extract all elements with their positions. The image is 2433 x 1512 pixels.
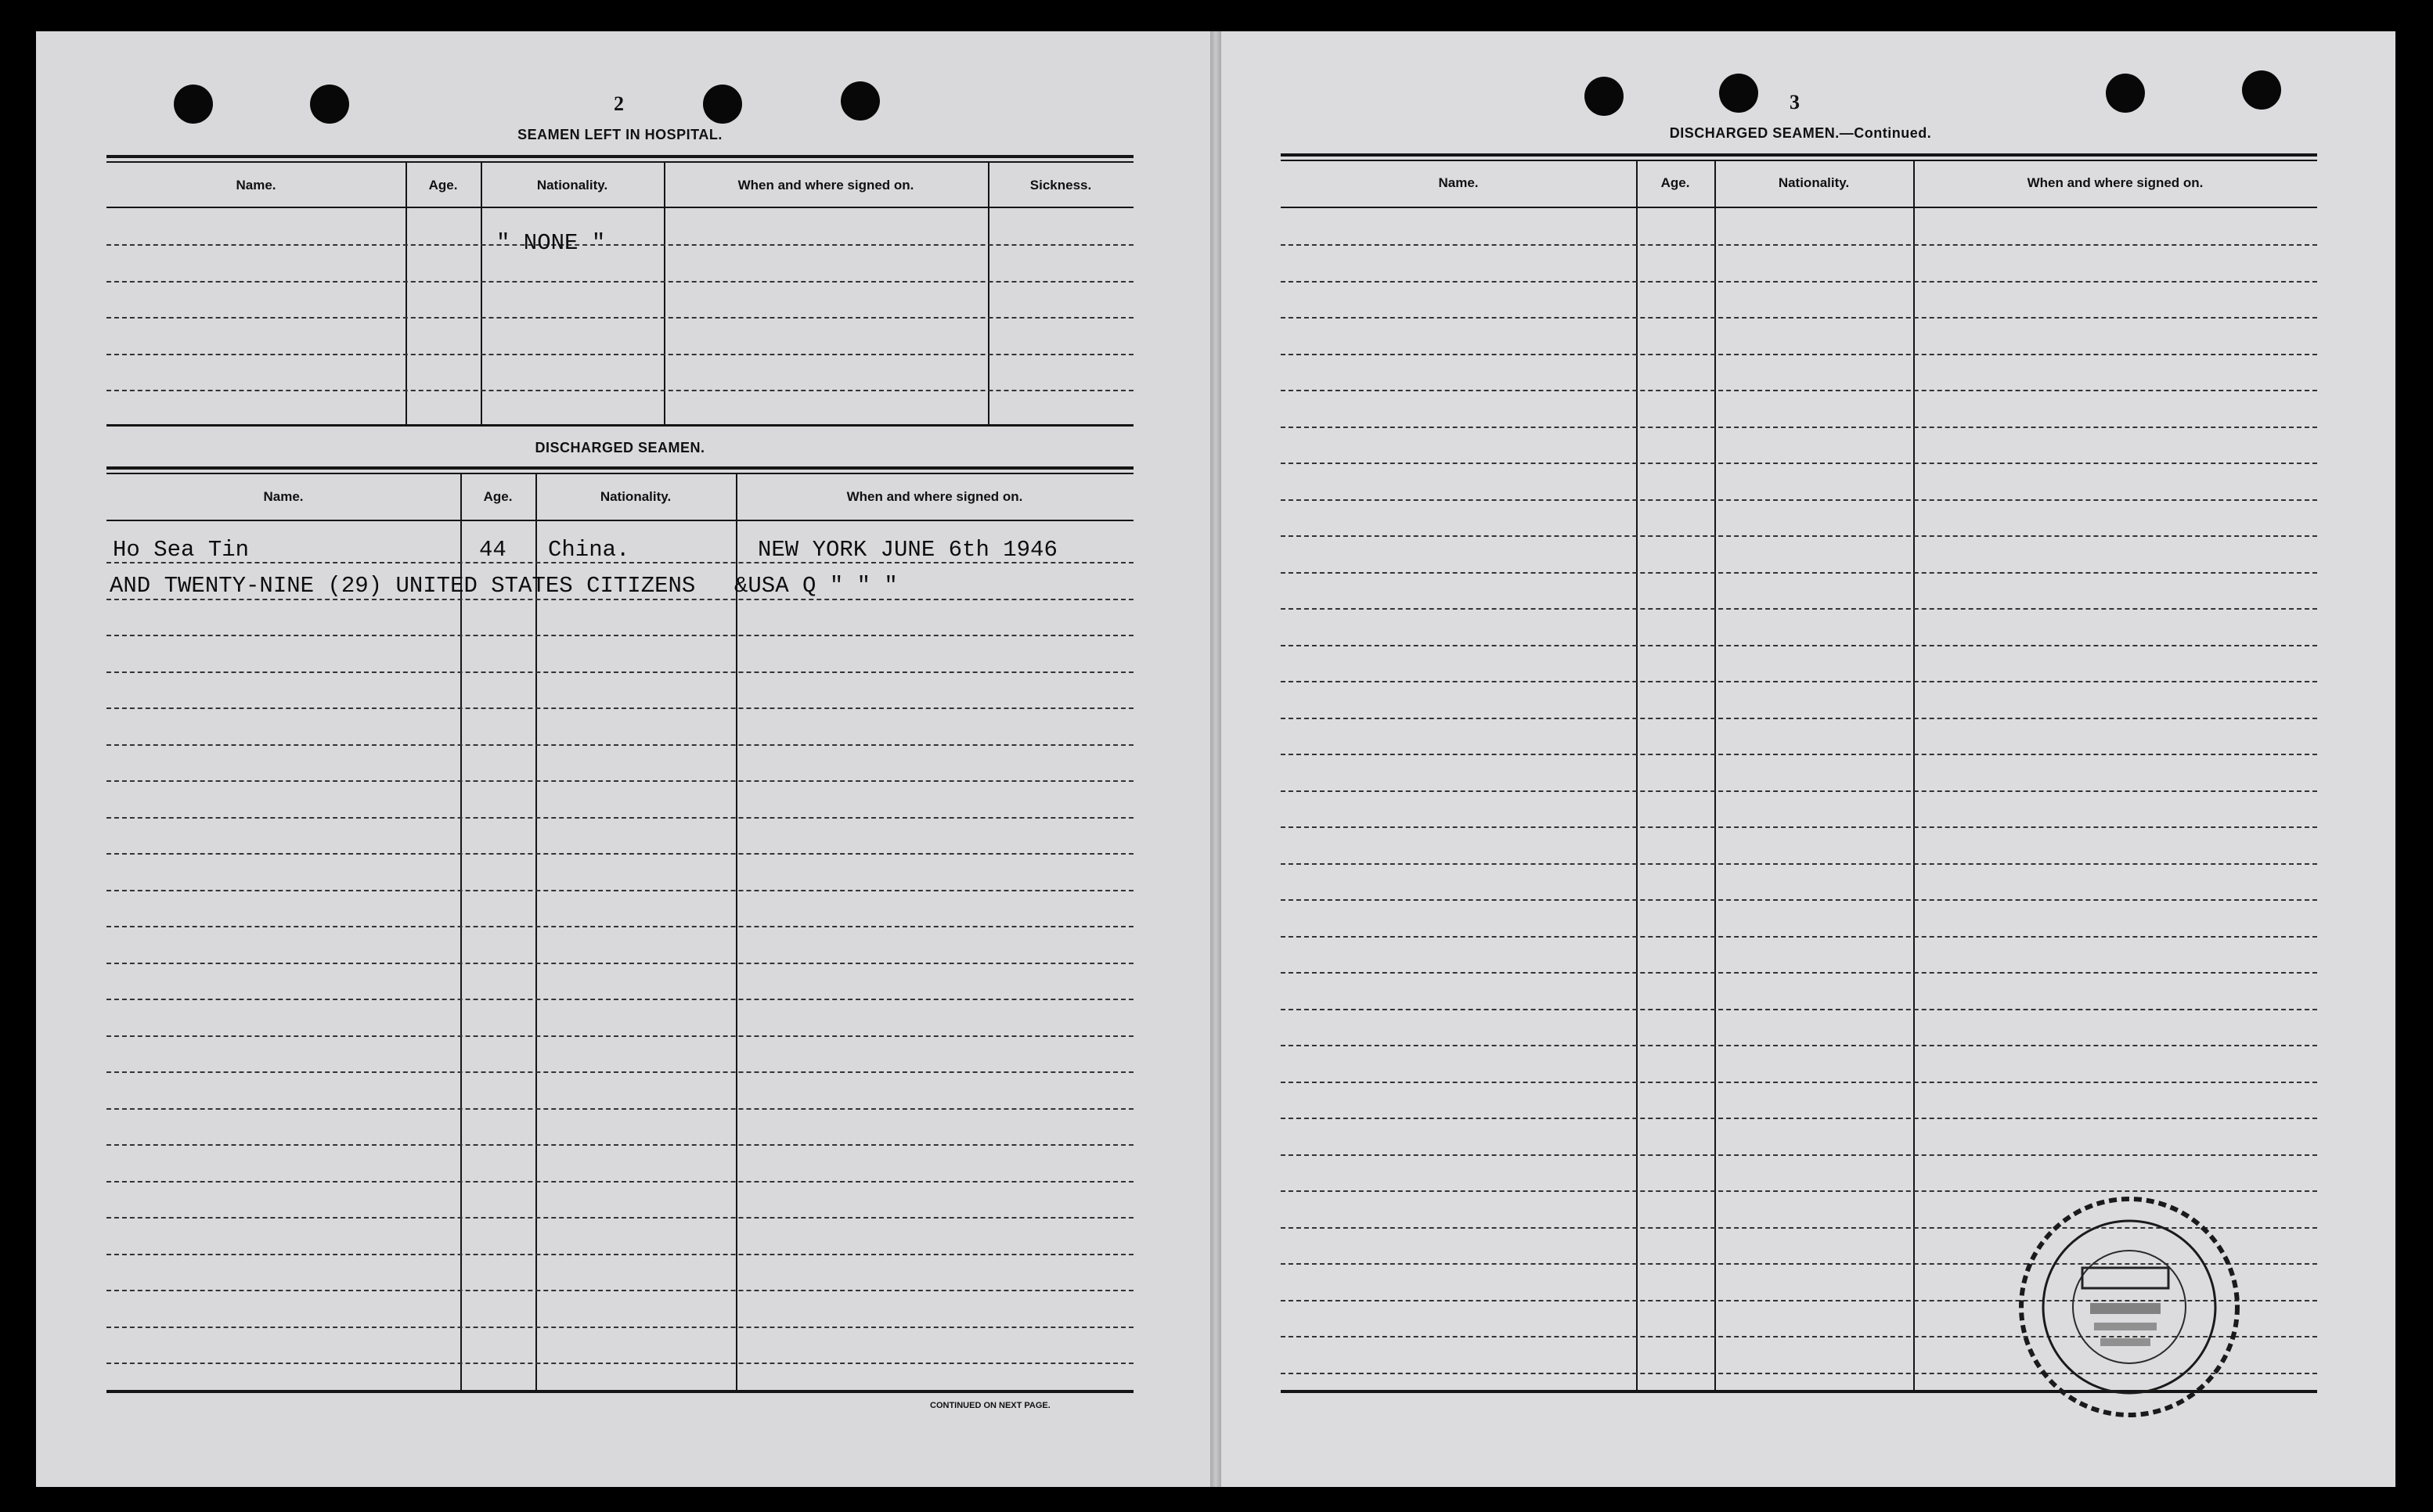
seaman-nationality: China. (548, 537, 630, 563)
table-rule (106, 207, 1134, 208)
column-divider (1636, 160, 1638, 1391)
column-header-sickness: Sickness. (1029, 178, 1092, 193)
column-divider (1913, 160, 1915, 1391)
ruled-line (106, 1108, 1134, 1110)
column-header-name: Name. (236, 178, 276, 193)
page-number-left: 2 (614, 92, 624, 115)
hospital-nationality-entry: " NONE " (496, 230, 606, 256)
ruled-line (106, 390, 1134, 391)
ruled-line (1281, 972, 2317, 974)
column-header-age: Age. (428, 178, 458, 193)
ruled-line (1281, 1118, 2317, 1119)
punch-hole (1719, 74, 1758, 113)
ruled-line (1281, 936, 2317, 938)
ruled-line (1281, 645, 2317, 646)
column-header-name: Name. (1438, 175, 1479, 190)
ruled-line (106, 671, 1134, 673)
seaman-signed-on: NEW YORK JUNE 6th 1946 (758, 537, 1058, 563)
ruled-line (1281, 281, 2317, 283)
ruled-line (106, 963, 1134, 964)
table-rule (106, 1390, 1134, 1393)
page-number-right: 3 (1790, 91, 1800, 113)
ruled-line (1281, 390, 2317, 391)
ruled-line (106, 1254, 1134, 1255)
column-divider (406, 161, 407, 426)
ruled-line (1281, 354, 2317, 355)
continued-note: CONTINUED ON NEXT PAGE. (930, 1401, 1051, 1410)
punch-hole (174, 85, 213, 124)
ruled-line (1281, 790, 2317, 792)
ruled-line (1281, 1045, 2317, 1046)
ruled-line (1281, 899, 2317, 901)
column-header-nationality: Nationality. (536, 178, 608, 193)
ruled-line (106, 1217, 1134, 1219)
column-header-name: Name. (263, 489, 304, 504)
ruled-line (1281, 244, 2317, 246)
table-rule (106, 155, 1134, 158)
table-rule (1281, 153, 2317, 157)
ruled-line (1281, 499, 2317, 501)
ruled-line (106, 817, 1134, 819)
punch-hole (1584, 77, 1624, 116)
table-rule (106, 424, 1134, 427)
received-stamp (2016, 1193, 2243, 1420)
ruled-line (106, 1290, 1134, 1291)
hospital-section-title: SEAMEN LEFT IN HOSPITAL. (517, 127, 723, 142)
column-divider (1714, 160, 1716, 1391)
column-divider (664, 161, 665, 426)
punch-hole (2106, 74, 2145, 113)
ruled-line (106, 317, 1134, 319)
ruled-line (1281, 826, 2317, 828)
column-header-signed-on: When and where signed on. (846, 489, 1023, 504)
ruled-line (106, 244, 1134, 246)
ruled-line (1281, 1009, 2317, 1010)
column-divider (481, 161, 482, 426)
table-rule (106, 473, 1134, 474)
ruled-line (106, 707, 1134, 709)
ruled-line (106, 890, 1134, 891)
ruled-line (1281, 317, 2317, 319)
column-header-signed-on: When and where signed on. (737, 178, 914, 193)
table-rule (106, 520, 1134, 521)
ruled-line (1281, 1190, 2317, 1192)
ruled-line (1281, 608, 2317, 610)
punch-hole (841, 81, 880, 121)
ruled-line (106, 744, 1134, 746)
ruled-line (106, 926, 1134, 927)
ruled-line (106, 1035, 1134, 1037)
ruled-line (1281, 1154, 2317, 1156)
ruled-line (106, 281, 1134, 283)
ruled-line (1281, 718, 2317, 719)
additional-seamen-signed-on: &USA Q " " " (734, 573, 898, 599)
additional-seamen-note: AND TWENTY-NINE (29) UNITED STATES CITIZENS (110, 573, 696, 599)
ruled-line (106, 1363, 1134, 1364)
ruled-line (1281, 427, 2317, 428)
ruled-line (1281, 754, 2317, 755)
discharged-continued-title: DISCHARGED SEAMEN.—Continued. (1669, 125, 1932, 141)
seaman-name: Ho Sea Tin (113, 537, 250, 563)
table-rule (1281, 207, 2317, 208)
ruled-line (1281, 463, 2317, 464)
punch-hole (703, 85, 742, 124)
column-divider (988, 161, 989, 426)
ruled-line (1281, 863, 2317, 865)
ruled-line (106, 1144, 1134, 1146)
ruled-line (106, 999, 1134, 1000)
ruled-line (1281, 535, 2317, 537)
column-header-nationality: Nationality. (1778, 175, 1850, 190)
ruled-line (106, 1071, 1134, 1073)
column-header-age: Age. (483, 489, 513, 504)
book-spine (1210, 31, 1221, 1487)
column-header-age: Age. (1660, 175, 1690, 190)
ruled-line (106, 780, 1134, 782)
left-page (36, 31, 1210, 1487)
ruled-line (1281, 681, 2317, 682)
table-rule (106, 466, 1134, 470)
ruled-line (106, 354, 1134, 355)
ruled-line (106, 1327, 1134, 1328)
punch-hole (2242, 70, 2281, 110)
table-rule (1281, 160, 2317, 161)
ruled-line (1281, 572, 2317, 574)
column-header-signed-on: When and where signed on. (2027, 175, 2204, 190)
discharged-section-title: DISCHARGED SEAMEN. (535, 440, 705, 455)
ruled-line (106, 635, 1134, 636)
ruled-line (1281, 1082, 2317, 1083)
ruled-line (106, 1181, 1134, 1183)
punch-hole (310, 85, 349, 124)
table-rule (106, 161, 1134, 163)
ruled-line (106, 853, 1134, 855)
seaman-age: 44 (479, 537, 506, 563)
column-header-nationality: Nationality. (600, 489, 672, 504)
